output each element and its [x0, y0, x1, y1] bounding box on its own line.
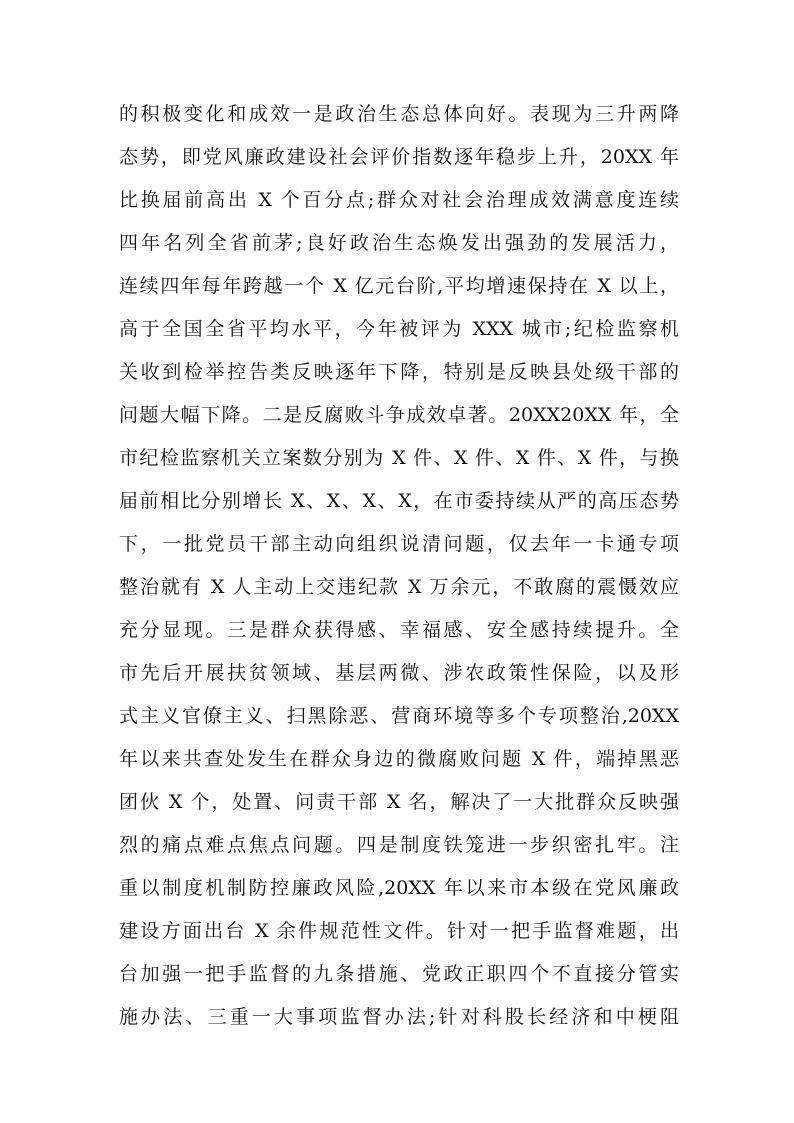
text-line: 施办法、三重一大事项监督办法;针对科股长经济和中梗阻	[119, 1006, 679, 1028]
text-line: 连续四年每年跨越一个 X 亿元台阶,平均增速保持在 X 以上，	[119, 275, 679, 297]
text-line: 团伙 X 个，处置、问责干部 X 名，解决了一大批群众反映强	[119, 791, 679, 813]
text-line: 下，一批党员干部主动向组织说清问题，仅去年一卡通专项	[119, 533, 679, 555]
text-line: 烈的痛点难点焦点问题。四是制度铁笼进一步织密扎牢。注	[119, 834, 679, 856]
text-line: 四年名列全省前茅;良好政治生态焕发出强劲的发展活力，	[119, 232, 679, 254]
text-line: 态势，即党风廉政建设社会评价指数逐年稳步上升，20XX 年	[119, 146, 679, 168]
text-line: 的积极变化和成效一是政治生态总体向好。表现为三升两降	[119, 103, 679, 125]
text-line: 式主义官僚主义、扫黑除恶、营商环境等多个专项整治,20XX	[119, 705, 679, 727]
text-line: 台加强一把手监督的九条措施、党政正职四个不直接分管实	[119, 963, 679, 985]
text-line: 市纪检监察机关立案数分别为 X 件、X 件、X 件、X 件，与换	[119, 447, 679, 469]
text-line: 关收到检举控告类反映逐年下降，特别是反映县处级干部的	[119, 361, 679, 383]
text-line: 重以制度机制防控廉政风险,20XX 年以来市本级在党风廉政	[119, 877, 679, 899]
text-line: 年以来共查处发生在群众身边的微腐败问题 X 件，端掉黑恶	[119, 748, 679, 770]
text-line: 建设方面出台 X 余件规范性文件。针对一把手监督难题，出	[119, 920, 679, 942]
text-line: 高于全国全省平均水平，今年被评为 XXX 城市;纪检监察机	[119, 318, 679, 340]
text-line: 问题大幅下降。二是反腐败斗争成效卓著。20XX20XX 年，全	[119, 404, 679, 426]
text-line: 市先后开展扶贫领域、基层两微、涉农政策性保险，以及形	[119, 662, 679, 684]
text-line: 届前相比分别增长 X、X、X、X，在市委持续从严的高压态势	[119, 490, 679, 512]
text-line: 整治就有 X 人主动上交违纪款 X 万余元，不敢腐的震慑效应	[119, 576, 679, 598]
body-paragraph	[119, 93, 679, 1039]
text-line: 比换届前高出 X 个百分点;群众对社会治理成效满意度连续	[119, 189, 679, 211]
text-line: 充分显现。三是群众获得感、幸福感、安全感持续提升。全	[119, 619, 679, 641]
